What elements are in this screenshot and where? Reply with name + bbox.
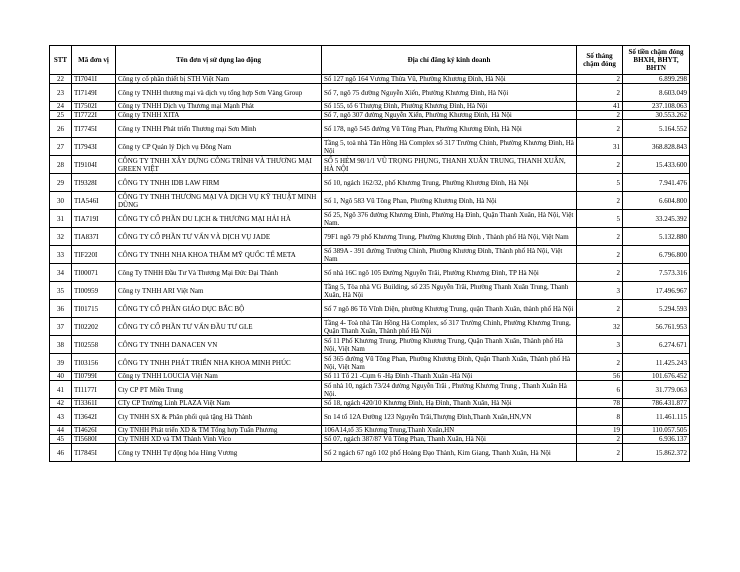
cell-so-tien: 33.245.392 [623, 210, 690, 228]
cell-ten-don-vi: Công ty TNHH XITA [116, 111, 322, 120]
cell-ten-don-vi: Công ty TNHH LOUCIA Việt Nam [116, 372, 322, 381]
cell-dia-chi: Số 155, tổ 6 Thượng Đình, Phường Khương Đình, Hà Nội [322, 102, 577, 111]
cell-so-thang: 19 [577, 426, 623, 435]
cell-ten-don-vi: CÔNG TY CỔ PHẦN DU LỊCH & THƯƠNG MẠI HẢI HÀ [116, 210, 322, 228]
header-dia-chi: Địa chỉ đăng ký kinh doanh [322, 46, 577, 75]
cell-ten-don-vi: CÔNG TY CỔ PHẦN GIÁO DỤC BẮC BỘ [116, 300, 322, 318]
cell-dia-chi: Số 7, ngõ 75 đường Nguyễn Xiển, Phường Khương Đình, Hà Nội [322, 84, 577, 102]
header-ten-don-vi: Tên đơn vị sử dụng lao động [116, 46, 322, 75]
cell-stt: 38 [50, 336, 72, 354]
table-row [50, 156, 690, 174]
cell-ma-don-vi: TI02202 [72, 318, 116, 336]
table-row [50, 408, 690, 426]
table-row [50, 336, 690, 354]
table-row [50, 426, 690, 435]
cell-so-thang: 78 [577, 399, 623, 408]
cell-stt: 45 [50, 435, 72, 444]
cell-stt: 23 [50, 84, 72, 102]
cell-ma-don-vi: TI7722I [72, 111, 116, 120]
cell-so-thang: 56 [577, 372, 623, 381]
cell-so-tien: 101.676.452 [623, 372, 690, 381]
cell-stt: 39 [50, 354, 72, 372]
cell-dia-chi: 106A14,tổ 35 Khương Trung,Thanh Xuân,HN [322, 426, 577, 435]
cell-ten-don-vi: CÔNG TY TNHH NHA KHOA THẨM MỸ QUỐC TẾ META [116, 246, 322, 264]
table-body [50, 75, 690, 462]
cell-so-tien: 5.164.552 [623, 120, 690, 138]
cell-so-tien: 30.553.262 [623, 111, 690, 120]
table-row [50, 102, 690, 111]
cell-so-thang: 2 [577, 435, 623, 444]
cell-ma-don-vi: TI02558 [72, 336, 116, 354]
cell-dia-chi: Số 11 Phố Khương Trung, Phường Khương Trung, Quận Thanh Xuân, Thành phố Hà Nội, Việt Nam [322, 336, 577, 354]
cell-ten-don-vi: CÔNG TY TNHH IDB LAW FIRM [116, 174, 322, 192]
cell-ma-don-vi: TI7845I [72, 444, 116, 462]
cell-so-thang: 41 [577, 102, 623, 111]
cell-ten-don-vi: Công ty TNHH ARI Việt Nam [116, 282, 322, 300]
cell-dia-chi: Số 389A - 391 đường Trường Chinh, Phường Khương Đình, Thành phố Hà Nội, Việt Nam [322, 246, 577, 264]
cell-so-thang: 6 [577, 381, 623, 399]
header-so-thang: Số tháng chậm đóng [577, 46, 623, 75]
cell-ma-don-vi: TI0799I [72, 372, 116, 381]
cell-so-tien: 6.274.671 [623, 336, 690, 354]
cell-so-thang: 8 [577, 408, 623, 426]
cell-so-tien: 786.431.877 [623, 399, 690, 408]
cell-ten-don-vi: Cty CP PT Miền Trung [116, 381, 322, 399]
table-row [50, 435, 690, 444]
cell-dia-chi: Tầng 4- Toà nhà Tân Hồng Hà Complex, số 317 Trường Chinh, Phường Khương Trung, Quận Thanh Xuân, Thành phố Hà Nội [322, 318, 577, 336]
cell-so-thang: 5 [577, 174, 623, 192]
cell-ten-don-vi: CÔNG TY TNHH PHÁT TRIỂN NHA KHOA MINH PHÚC [116, 354, 322, 372]
cell-ma-don-vi: TI7943I [72, 138, 116, 156]
table-row [50, 174, 690, 192]
cell-so-tien: 31.779.063 [623, 381, 690, 399]
table-row [50, 354, 690, 372]
cell-ma-don-vi: TI5680I [72, 435, 116, 444]
cell-stt: 43 [50, 408, 72, 426]
table-row [50, 75, 690, 84]
cell-ma-don-vi: TI03156 [72, 354, 116, 372]
cell-ten-don-vi: CÔNG TY CỔ PHẦN TƯ VẤN VÀ DỊCH VỤ JADE [116, 228, 322, 246]
debt-table [49, 45, 690, 462]
cell-ma-don-vi: TI3642I [72, 408, 116, 426]
cell-stt: 41 [50, 381, 72, 399]
cell-stt: 31 [50, 210, 72, 228]
cell-so-tien: 56.761.953 [623, 318, 690, 336]
cell-so-tien: 8.603.049 [623, 84, 690, 102]
cell-ma-don-vi: TIF220I [72, 246, 116, 264]
cell-ma-don-vi: TIA719I [72, 210, 116, 228]
cell-ten-don-vi: Cty TNHH Phát triển XD & TM Tổng hợp Tuấn Phương [116, 426, 322, 435]
cell-dia-chi: Số 25, Ngõ 376 đường Khương Đình, Phường Hạ Đình, Quận Thanh Xuân, Hà Nội, Việt Nam. [322, 210, 577, 228]
cell-dia-chi: Số 127 ngõ 164 Vương Thừa Vũ, Phường Khương Đình, Hà Nội [322, 75, 577, 84]
cell-ten-don-vi: CÔNG TY TNHH THƯƠNG MẠI VÀ DỊCH VỤ KỸ THUẬT MINH DŨNG [116, 192, 322, 210]
cell-stt: 26 [50, 120, 72, 138]
cell-dia-chi: Số nhà 10, ngách 73/24 đường Nguyễn Trãi , Phường Khương Trung , Thanh Xuân Hà Nội. [322, 381, 577, 399]
cell-so-tien: 368.828.843 [623, 138, 690, 156]
cell-so-tien: 7.573.316 [623, 264, 690, 282]
cell-ten-don-vi: CTy CP Trường Linh PLAZA Việt Nam [116, 399, 322, 408]
cell-stt: 42 [50, 399, 72, 408]
cell-ten-don-vi: Cty TNHH XD và TM Thành Vinh Vico [116, 435, 322, 444]
cell-ten-don-vi: Công ty TNHH Dịch vụ Thương mại Mạnh Phát [116, 102, 322, 111]
table-row [50, 228, 690, 246]
cell-so-tien: 17.496.967 [623, 282, 690, 300]
header-ma-don-vi: Mã đơn vị [72, 46, 116, 75]
cell-stt: 30 [50, 192, 72, 210]
cell-stt: 32 [50, 228, 72, 246]
cell-ma-don-vi: TI7041I [72, 75, 116, 84]
table-row [50, 111, 690, 120]
cell-ten-don-vi: Công ty TNHH Phát triển Thương mại Sơn Minh [116, 120, 322, 138]
cell-so-tien: 5.294.593 [623, 300, 690, 318]
cell-so-thang: 2 [577, 228, 623, 246]
cell-so-thang: 2 [577, 246, 623, 264]
table-row [50, 264, 690, 282]
cell-so-tien: 110.057.505 [623, 426, 690, 435]
cell-dia-chi: Số 365 đường Vũ Tông Phan, Phường Khương Đình, Quận Thanh Xuân, Thành phố Hà Nội, Việt Nam [322, 354, 577, 372]
cell-ten-don-vi: Công ty CP Quản lý Dịch vụ Đông Nam [116, 138, 322, 156]
cell-stt: 34 [50, 264, 72, 282]
cell-ten-don-vi: Cty TNHH SX & Phân phối quà tặng Hà Thành [116, 408, 322, 426]
cell-so-thang: 3 [577, 282, 623, 300]
cell-dia-chi: SỐ 5 HẺM 98/1/1 VŨ TRỌNG PHỤNG, THANH XUÂN TRUNG, THANH XUÂN, HÀ NỘI [322, 156, 577, 174]
cell-ten-don-vi: Công ty cổ phần thiết bị STH Việt Nam [116, 75, 322, 84]
cell-dia-chi: Số 178, ngõ 545 đường Vũ Tông Phan, Phường Khương Đình, Hà Nội [322, 120, 577, 138]
cell-so-tien: 15.433.600 [623, 156, 690, 174]
cell-so-tien: 15.862.372 [623, 444, 690, 462]
cell-stt: 29 [50, 174, 72, 192]
table-row [50, 282, 690, 300]
table-row [50, 210, 690, 228]
cell-so-tien: 6.936.137 [623, 435, 690, 444]
cell-dia-chi: Số 07, ngách 387/87 Vũ Tông Phan, Thanh Xuân, Hà Nội [322, 435, 577, 444]
cell-dia-chi: Số 18, ngách 420/10 Khương Đình, Hạ Đình, Thanh Xuân, Hà Nội [322, 399, 577, 408]
cell-ma-don-vi: TI7502I [72, 102, 116, 111]
cell-dia-chi: Số 1, Ngõ 583 Vũ Tông Phan, Phường Khương Đình, Hà Nội [322, 192, 577, 210]
table-row [50, 84, 690, 102]
cell-ma-don-vi: TI1177I [72, 381, 116, 399]
cell-stt: 35 [50, 282, 72, 300]
table-header-row [50, 46, 690, 75]
cell-so-tien: 11.425.243 [623, 354, 690, 372]
cell-stt: 25 [50, 111, 72, 120]
cell-stt: 36 [50, 300, 72, 318]
table-row [50, 399, 690, 408]
document-page [49, 45, 690, 462]
cell-ten-don-vi: Công ty TNHH thương mại và dịch vụ tổng hợp Sơn Vàng Group [116, 84, 322, 102]
cell-dia-chi: Tầng 5, toà nhà Tân Hồng Hà Complex số 317 Trường Chinh, Phường Khương Đình, Hà Nội [322, 138, 577, 156]
cell-so-thang: 32 [577, 318, 623, 336]
cell-stt: 28 [50, 156, 72, 174]
table-row [50, 300, 690, 318]
table-row [50, 444, 690, 462]
header-stt: STT [50, 46, 72, 75]
cell-dia-chi: Số 7 ngõ 86 Tô Vĩnh Diện, phường Khương Trung, quận Thanh Xuân, thành phố Hà Nội [322, 300, 577, 318]
cell-so-tien: 6.899.298 [623, 75, 690, 84]
cell-stt: 37 [50, 318, 72, 336]
cell-ten-don-vi: CÔNG TY CỔ PHẦN TƯ VẤN ĐẦU TƯ GLE [116, 318, 322, 336]
cell-so-thang: 2 [577, 156, 623, 174]
cell-dia-chi: Tầng 5, Tòa nhà VG Building, số 235 Nguyễn Trãi, Phường Thanh Xuân Trung, Thanh Xuân, Hà Nội [322, 282, 577, 300]
cell-so-tien: 7.941.476 [623, 174, 690, 192]
cell-dia-chi: Số 7, ngõ 307 đường Nguyễn Xiển, Phường Khương Đình, Hà Nội [322, 111, 577, 120]
table-row [50, 138, 690, 156]
cell-so-thang: 2 [577, 75, 623, 84]
cell-so-thang: 2 [577, 354, 623, 372]
cell-ten-don-vi: CÔNG TY TNHH DANACEN VN [116, 336, 322, 354]
table-row [50, 381, 690, 399]
cell-so-tien: 237.108.063 [623, 102, 690, 111]
cell-so-thang: 2 [577, 264, 623, 282]
cell-ma-don-vi: TI7149I [72, 84, 116, 102]
cell-ten-don-vi: Công Ty TNHH Đầu Tư Và Thương Mại Đức Đại Thành [116, 264, 322, 282]
cell-dia-chi: Số 2 ngách 67 ngõ 102 phố Hoàng Đạo Thành, Kim Giang, Thanh Xuân, Hà Nội [322, 444, 577, 462]
cell-so-tien: 6.796.800 [623, 246, 690, 264]
cell-so-thang: 5 [577, 210, 623, 228]
cell-so-thang: 2 [577, 111, 623, 120]
cell-stt: 24 [50, 102, 72, 111]
cell-ma-don-vi: TI7745I [72, 120, 116, 138]
cell-ma-don-vi: TI9328I [72, 174, 116, 192]
cell-stt: 27 [50, 138, 72, 156]
cell-ma-don-vi: TI9104I [72, 156, 116, 174]
cell-ma-don-vi: TI00959 [72, 282, 116, 300]
cell-ten-don-vi: CÔNG TY TNHH XÂY DỰNG CÔNG TRÌNH VÀ THƯƠNG MẠI GREEN VIỆT [116, 156, 322, 174]
cell-so-thang: 2 [577, 192, 623, 210]
header-so-tien: Số tiền chậm đóng BHXH, BHYT, BHTN [623, 46, 690, 75]
cell-dia-chi: Số 10, ngách 162/32, phố Khương Trung, Phường Khương Đình, Hà Nội [322, 174, 577, 192]
cell-so-tien: 6.604.800 [623, 192, 690, 210]
cell-dia-chi: 79F1 ngõ 79 phố Khương Trung, Phường Khương Đình , Thành phố Hà Nội, Việt Nam [322, 228, 577, 246]
table-row [50, 246, 690, 264]
cell-so-thang: 31 [577, 138, 623, 156]
cell-ma-don-vi: TI01715 [72, 300, 116, 318]
cell-stt: 22 [50, 75, 72, 84]
table-row [50, 372, 690, 381]
table-row [50, 192, 690, 210]
cell-so-thang: 2 [577, 444, 623, 462]
cell-so-thang: 2 [577, 120, 623, 138]
cell-so-thang: 2 [577, 300, 623, 318]
cell-ma-don-vi: TIA837I [72, 228, 116, 246]
cell-stt: 44 [50, 426, 72, 435]
cell-stt: 33 [50, 246, 72, 264]
cell-ma-don-vi: TI4626I [72, 426, 116, 435]
cell-ten-don-vi: Công ty TNHH Tự động hóa Hùng Vương [116, 444, 322, 462]
cell-ma-don-vi: TI00071 [72, 264, 116, 282]
cell-dia-chi: Số 11 Tổ 21 -Cụm 6 -Hạ Đình -Thanh Xuân -Hà Nội [322, 372, 577, 381]
cell-so-tien: 5.132.880 [623, 228, 690, 246]
cell-stt: 40 [50, 372, 72, 381]
cell-dia-chi: Sn 14 tổ 12A Đường 123 Nguyễn Trãi,Thượng Đình,Thanh Xuân,HN,VN [322, 408, 577, 426]
cell-so-tien: 11.461.115 [623, 408, 690, 426]
cell-ma-don-vi: TI3361I [72, 399, 116, 408]
cell-stt: 46 [50, 444, 72, 462]
cell-so-thang: 3 [577, 336, 623, 354]
table-row [50, 318, 690, 336]
cell-so-thang: 2 [577, 84, 623, 102]
cell-dia-chi: Số nhà 16C ngõ 105 Đường Nguyễn Trãi, Phường Khương Đình, TP Hà Nội [322, 264, 577, 282]
cell-ma-don-vi: TIA546I [72, 192, 116, 210]
table-row [50, 120, 690, 138]
